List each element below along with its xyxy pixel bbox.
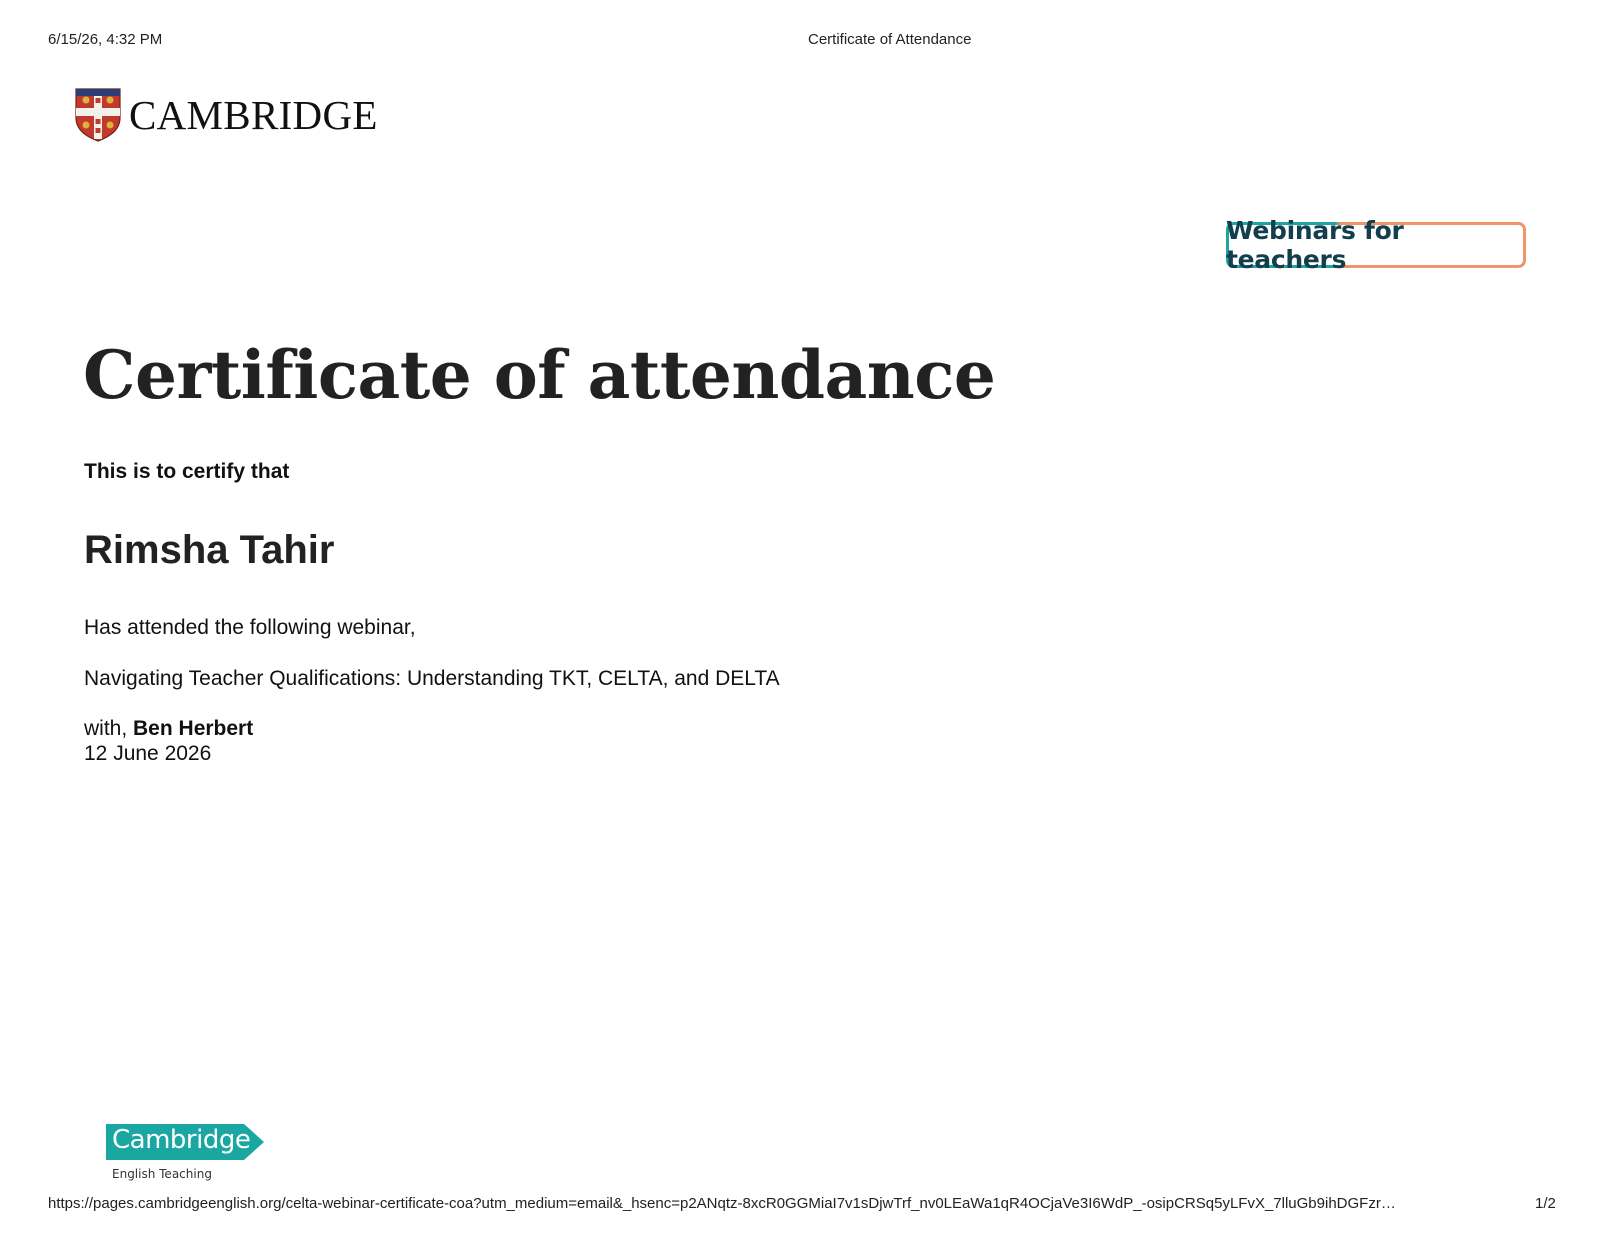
certificate-title: Certificate of attendance	[83, 336, 996, 414]
attended-line: Has attended the following webinar,	[84, 616, 416, 639]
print-footer-page-number: 1/2	[1535, 1195, 1556, 1212]
cambridge-logo	[75, 88, 378, 142]
webinars-for-teachers-badge	[1226, 216, 1526, 274]
presenter-name: Ben Herbert	[133, 717, 254, 740]
presenter-prefix: with,	[84, 717, 134, 740]
event-date: 12 June 2026	[84, 742, 212, 765]
recipient-name: Rimsha Tahir	[84, 528, 335, 572]
cambridge-english-teaching-logo	[106, 1124, 266, 1184]
cambridge-crest-icon	[75, 88, 121, 142]
print-footer-url: https://pages.cambridgeenglish.org/celta-webinar-certificate-coa?utm_medium=email&_hsenc=p2ANqtz-8xcR0GGMiaI7v1sDjwTrf_nv0LEaWa1qR4OCjaVe3I6WdP_-osipCRSq5yLFvX_7lluGb9ihDGFzr…	[48, 1195, 1396, 1212]
presenter-line	[84, 717, 253, 741]
cet-logo-subtitle: English Teaching	[112, 1167, 212, 1181]
print-header-title: Certificate of Attendance	[808, 31, 972, 48]
print-header-datetime: 6/15/26, 4:32 PM	[48, 31, 163, 48]
certify-line: This is to certify that	[84, 460, 290, 483]
cet-logo-word: Cambridge	[112, 1125, 251, 1155]
webinar-title: Navigating Teacher Qualifications: Understanding TKT, CELTA, and DELTA	[84, 667, 780, 690]
badge-label: Webinars for teachers	[1226, 216, 1404, 274]
cambridge-wordmark: CAMBRIDGE	[129, 91, 378, 138]
